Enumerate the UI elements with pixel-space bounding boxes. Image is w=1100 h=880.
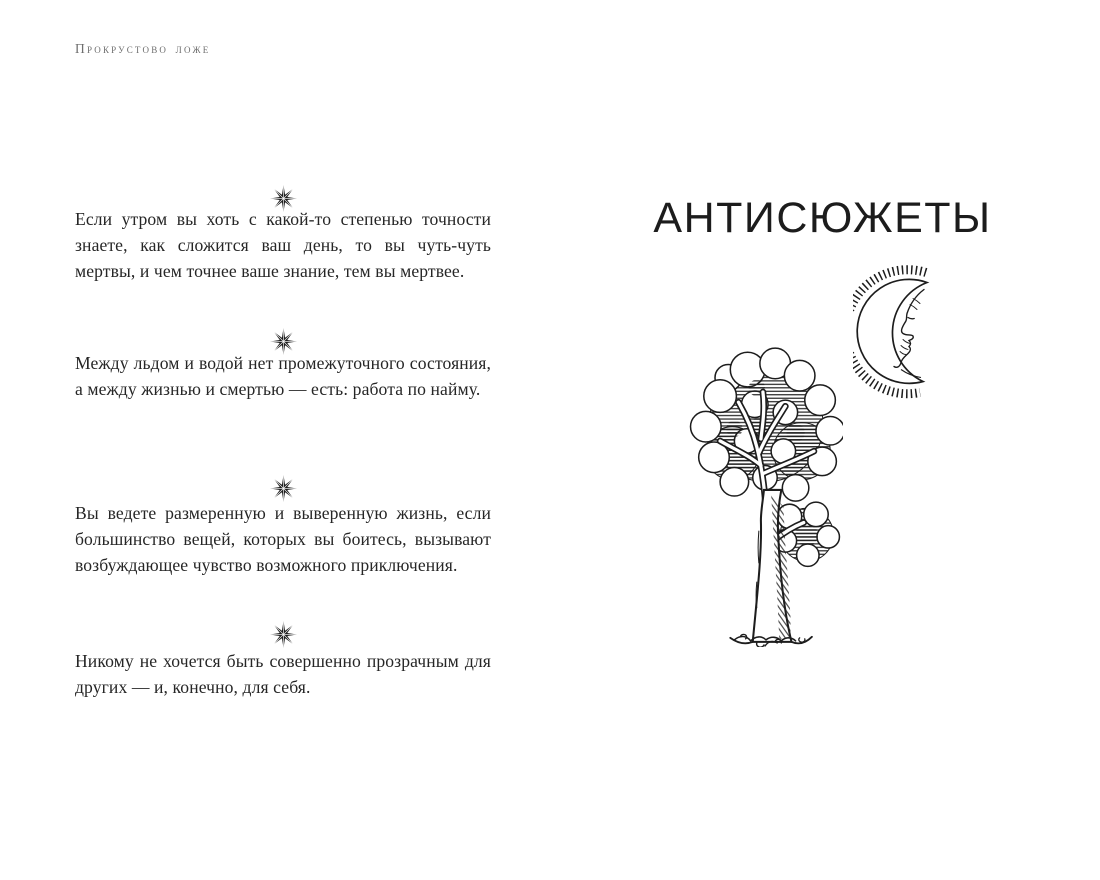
aphorism-text: Между льдом и водой нет промежуточного состояния, а между жизнью и смертью — есть: работа по найму. xyxy=(75,353,491,399)
chapter-title: АНТИСЮЖЕТЫ xyxy=(653,194,992,242)
aphorism-text: Вы ведете размеренную и выверенную жизнь, если большинство вещей, которых вы боитесь, вызывают возбуждающее чувство возможного приключения. xyxy=(75,503,491,575)
aphorism-text: Никому не хочется быть совершенно прозрачным для других — и, конечно, для себя. xyxy=(75,651,491,697)
tree-illustration xyxy=(689,341,843,647)
aphorism-text: Если утром вы хоть с какой-то степенью точности знаете, как сложится ваш день, то вы чуть-чуть мертвы, и чем точнее ваше знание, тем вы мертвее. xyxy=(75,209,491,281)
running-header: Прокрустово ложе xyxy=(75,41,211,56)
crescent-moon-illustration xyxy=(853,265,953,401)
star-ornament-icon xyxy=(75,620,491,650)
